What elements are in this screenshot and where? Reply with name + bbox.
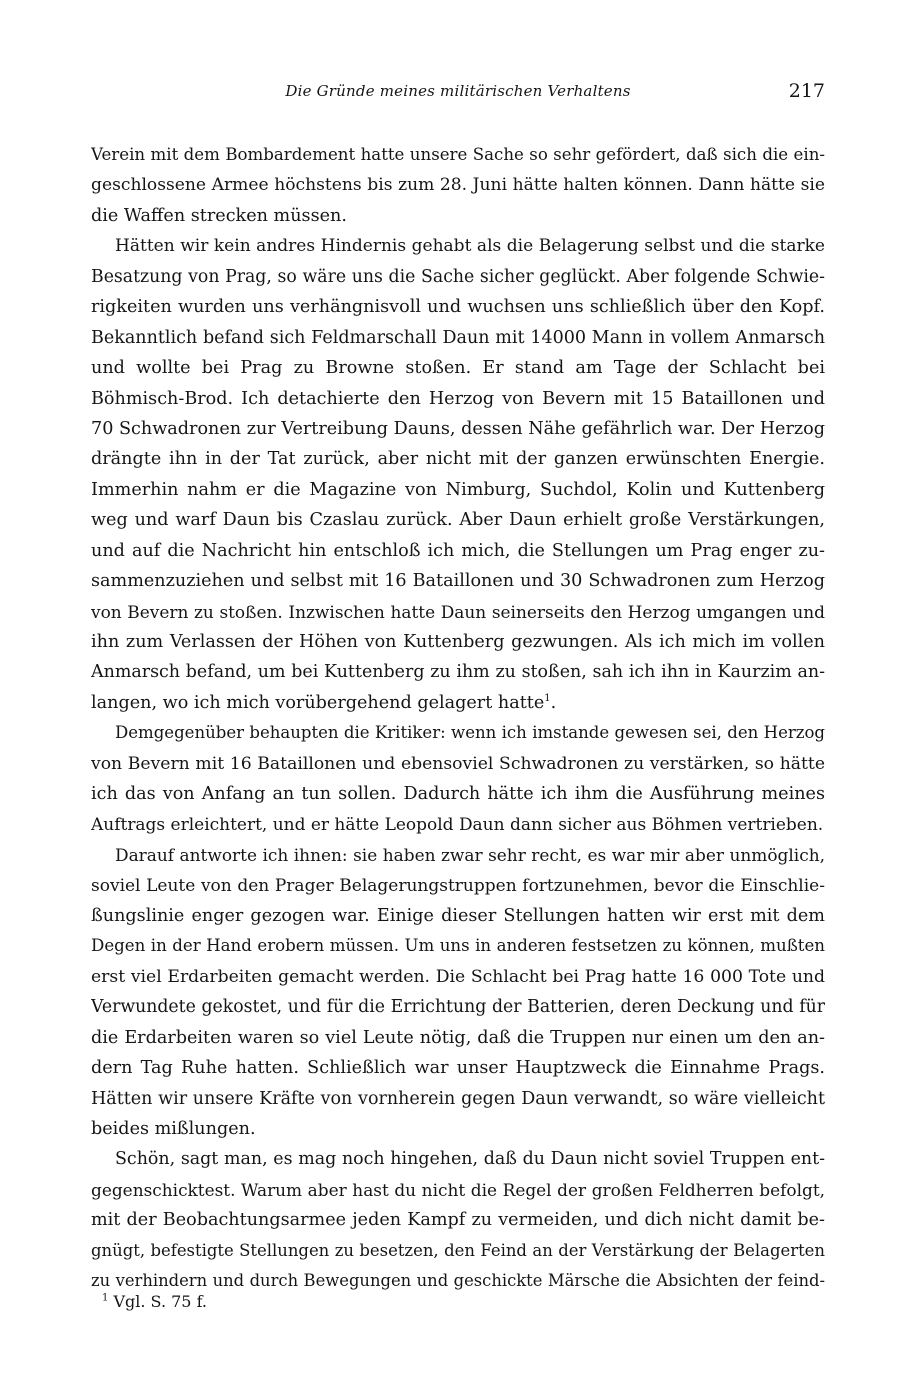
text-line: Hätten wir unsere Kräfte von vornherein gegen Daun verwandt, so wäre vielleicht <box>91 1088 825 1109</box>
text-line: ich das von Anfang an tun sollen. Dadurch hätte ich ihm die Ausführung meines <box>91 784 825 805</box>
text-line: gegenschicktest. Warum aber hast du nicht die Regel der großen Feldherren befolgt, <box>91 1179 825 1200</box>
text-line: soviel Leute von den Prager Belagerungstruppen fortzunehmen, bevor die Einschlie- <box>91 875 825 896</box>
footnote <box>102 1292 207 1311</box>
body-text <box>91 140 825 1297</box>
text-line: geschlossene Armee höchstens bis zum 28. Juni hätte halten können. Dann hätte sie <box>91 175 825 196</box>
text-line: Verwundete gekostet, und für die Errichtung der Batterien, deren Deckung und für <box>91 997 825 1018</box>
text-line: weg und warf Daun bis Czaslau zurück. Aber Daun erhielt große Verstärkungen, <box>91 510 825 531</box>
text-line: Darauf antworte ich ihnen: sie haben zwar sehr recht, es war mir aber unmöglich, <box>115 845 825 866</box>
text-line: gnügt, befestigte Stellungen zu besetzen, den Feind an der Verstärkung der Belagerten <box>91 1240 825 1260</box>
running-head <box>91 82 825 108</box>
text-line: Degen in der Hand erobern müssen. Um uns in anderen festsetzen zu können, mußten <box>91 936 825 956</box>
text-line: Demgegenüber behaupten die Kritiker: wenn ich imstande gewesen sei, den Herzog <box>115 723 825 743</box>
text-line: und wollte bei Prag zu Browne stoßen. Er stand am Tage der Schlacht bei <box>91 358 825 379</box>
paragraph <box>91 1144 825 1296</box>
text-line: rigkeiten wurden uns verhängnisvoll und wuchsen uns schließlich über den Kopf. <box>91 297 825 318</box>
text-line-content: langen, wo ich mich vorübergehend gelagert hatte <box>91 692 545 713</box>
text-line: die Erdarbeiten waren so viel Leute nötig, daß die Truppen nur einen um den an- <box>91 1027 825 1048</box>
text-line: Anmarsch befand, um bei Kuttenberg zu ihm zu stoßen, sah ich ihn in Kaurzim an- <box>91 662 825 683</box>
text-line: ihn zum Verlassen der Höhen von Kuttenberg gezwungen. Als ich mich im vollen <box>91 632 825 652</box>
text-line: erst viel Erdarbeiten gemacht werden. Die Schlacht bei Prag hatte 16 000 Tote und <box>91 966 825 987</box>
text-line: von Bevern mit 16 Bataillonen und ebensoviel Schwadronen zu verstärken, so hätte <box>91 753 825 774</box>
text-line: zu verhindern und durch Bewegungen und geschickte Märsche die Absichten der feind- <box>91 1271 825 1291</box>
text-line: ßungslinie enger gezogen war. Einige dieser Stellungen hatten wir erst mit dem <box>91 905 825 926</box>
text-line: 70 Schwadronen zur Vertreibung Dauns, dessen Nähe gefährlich war. Der Herzog <box>91 418 825 439</box>
paragraph <box>91 140 825 231</box>
paragraph <box>91 231 825 718</box>
paragraph <box>91 840 825 1144</box>
text-line: drängte ihn in der Tat zurück, aber nicht mit der ganzen erwünschten Energie. <box>91 449 825 470</box>
text-line: sammenzuziehen und selbst mit 16 Bataillonen und 30 Schwadronen zum Herzog <box>91 571 825 592</box>
running-title: Die Gründe meines militärischen Verhaltens <box>285 82 631 100</box>
text-line: Böhmisch-Brod. Ich detachierte den Herzog von Bevern mit 15 Bataillonen und <box>91 388 825 409</box>
text-line: Besatzung von Prag, so wäre uns die Sache sicher geglückt. Aber folgende Schwie- <box>91 266 825 287</box>
text-line: mit der Beobachtungsarmee jeden Kampf zu vermeiden, und dich nicht damit be- <box>91 1210 825 1231</box>
text-line: Immerhin nahm er die Magazine von Nimburg, Suchdol, Kolin und Kuttenberg <box>91 479 825 500</box>
text-line: von Bevern zu stoßen. Inzwischen hatte Daun seinerseits den Herzog umgangen und <box>91 601 825 622</box>
text-line: dern Tag Ruhe hatten. Schließlich war unser Hauptzweck die Einnahme Prags. <box>91 1058 825 1079</box>
text-line: und auf die Nachricht hin entschloß ich mich, die Stellungen um Prag enger zu- <box>91 540 825 561</box>
text-line: Auftrags erleichtert, und er hätte Leopold Daun dann sicher aus Böhmen vertrieben. <box>91 814 824 835</box>
text-line: Hätten wir kein andres Hindernis gehabt als die Belagerung selbst und die starke <box>115 236 825 257</box>
footnote-reference: 1 <box>544 693 551 705</box>
text-line: die Waffen strecken müssen. <box>91 205 347 226</box>
footnote-marker: 1 <box>102 1292 109 1304</box>
text-line: Bekanntlich befand sich Feldmarschall Daun mit 14000 Mann in vollem Anmarsch <box>91 327 825 348</box>
text-line: Schön, sagt man, es mag noch hingehen, daß du Daun nicht soviel Truppen ent- <box>115 1149 825 1170</box>
text-line: beides mißlungen. <box>91 1119 256 1139</box>
paragraph <box>91 718 825 840</box>
footnote-text: Vgl. S. 75 f. <box>113 1292 207 1311</box>
text-line-with-footnote: langen, wo ich mich vorübergehend gelagert hatte$^1$. <box>91 692 557 713</box>
page-number: 217 <box>788 80 825 102</box>
text-line: Verein mit dem Bombardement hatte unsere Sache so sehr gefördert, daß sich die ein- <box>91 145 825 164</box>
